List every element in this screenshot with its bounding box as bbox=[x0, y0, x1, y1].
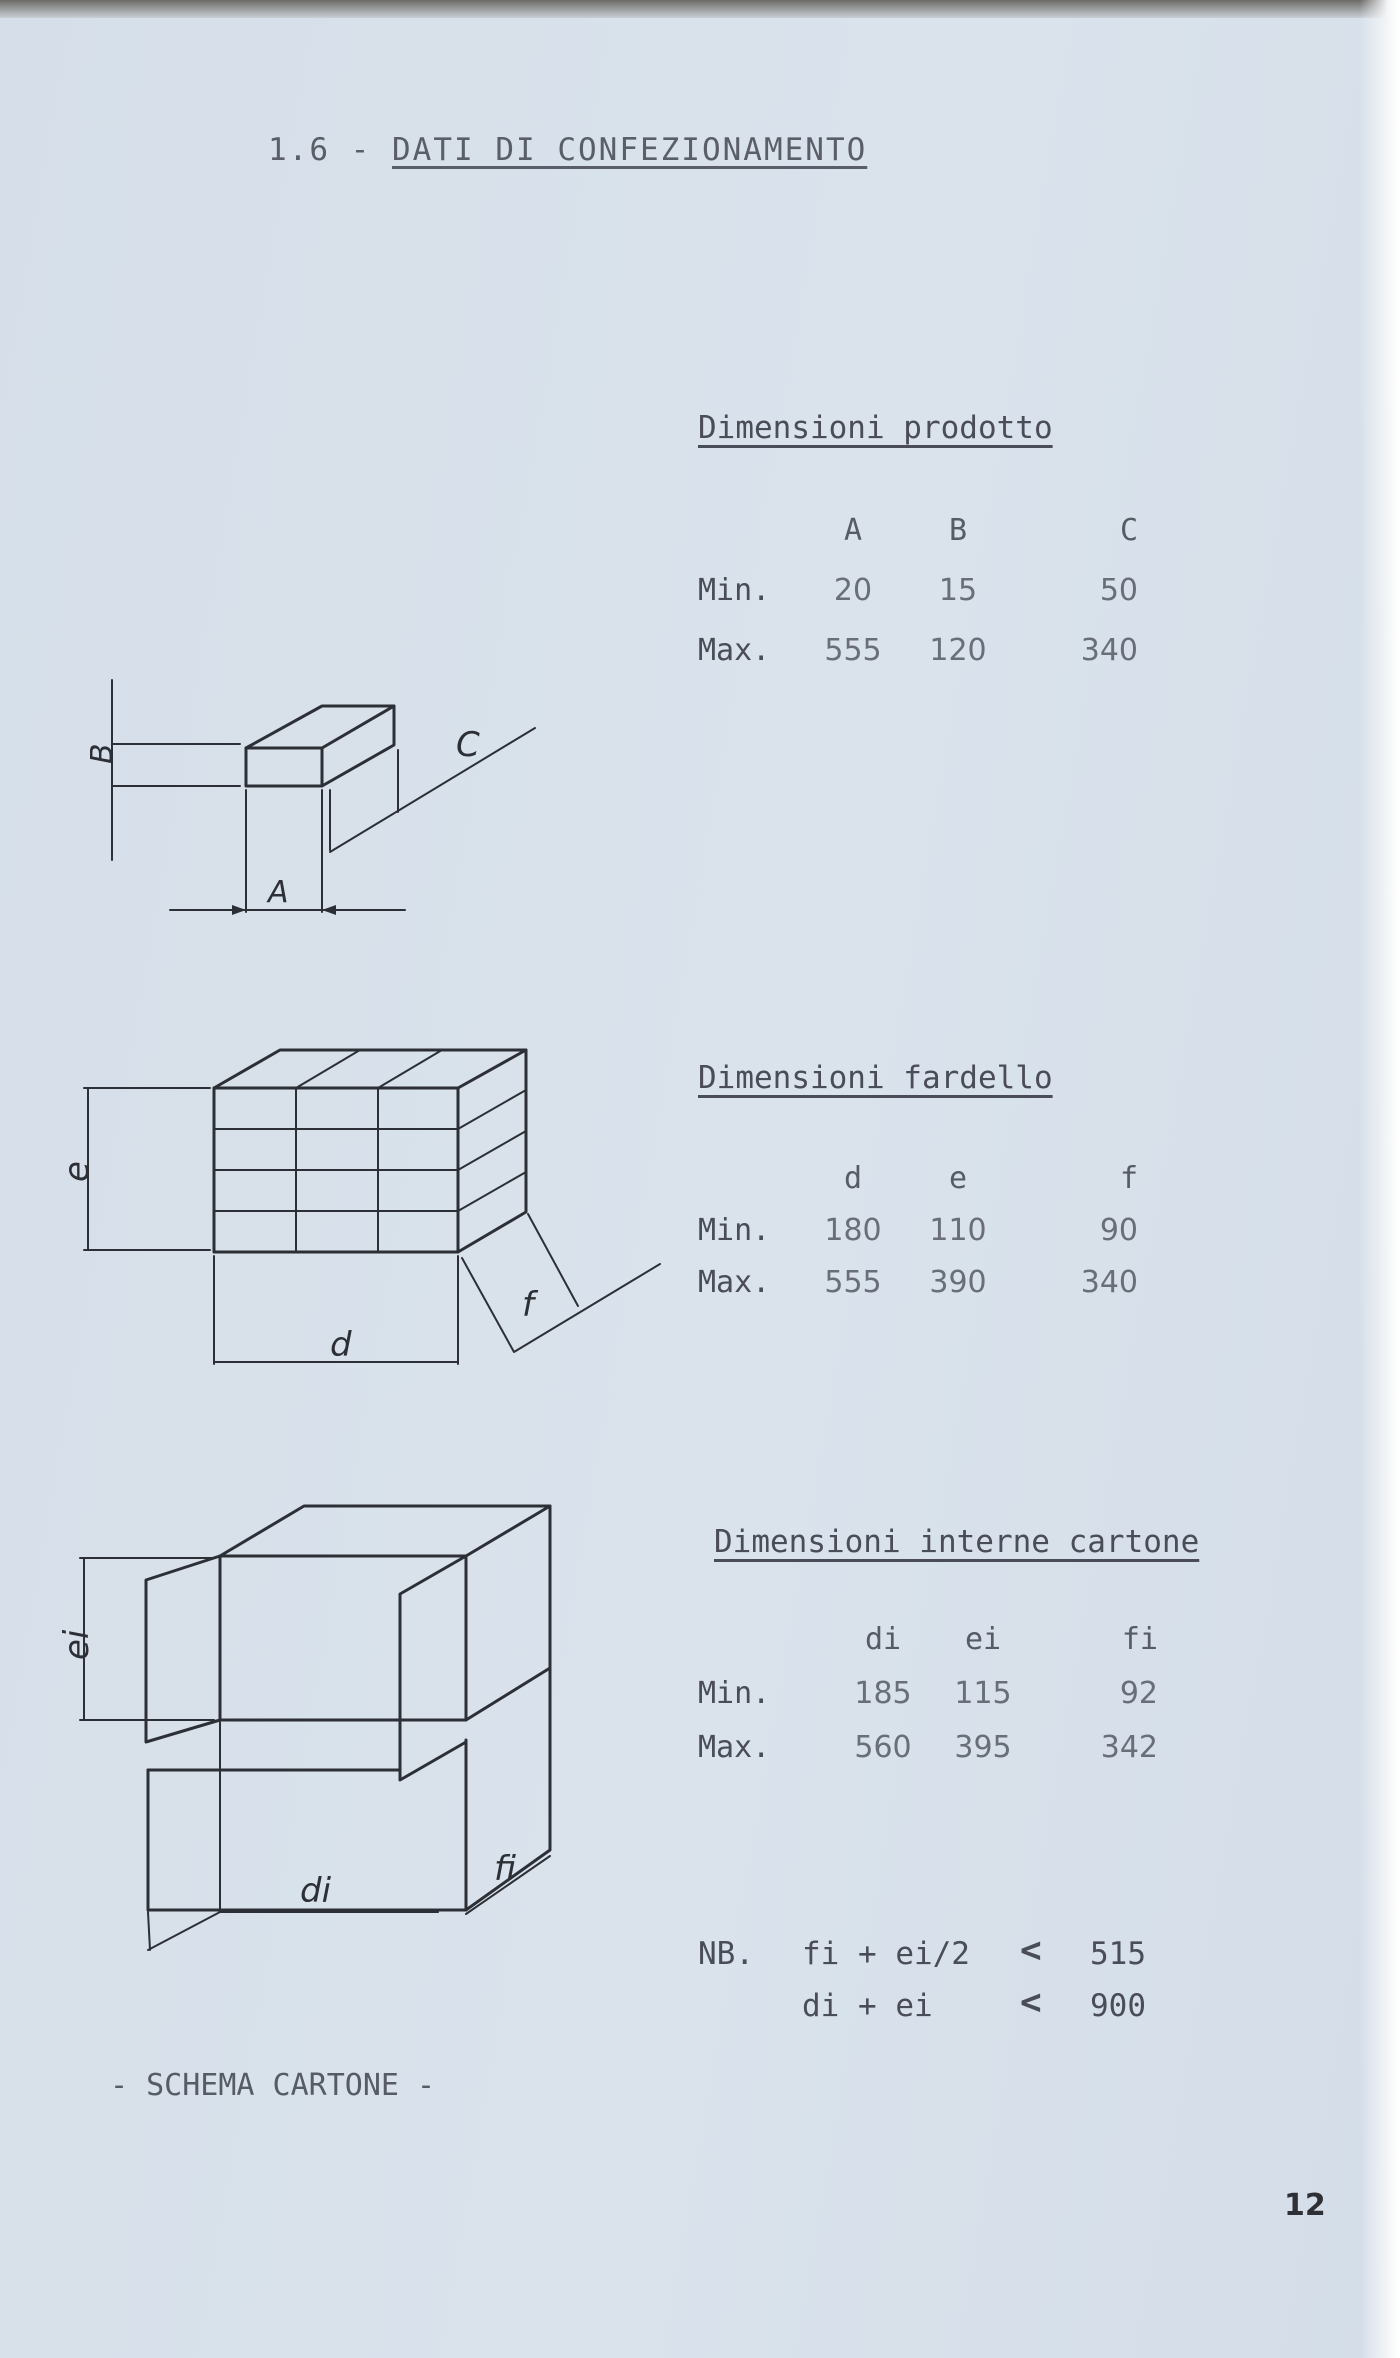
table-cell: 555 bbox=[824, 632, 882, 668]
table-cell: 120 bbox=[929, 632, 987, 668]
section-dash: - bbox=[350, 132, 372, 168]
table-cell: 90 bbox=[1099, 1212, 1138, 1248]
table-cell: 342 bbox=[1100, 1729, 1158, 1765]
row-label: Min. bbox=[698, 1675, 771, 1711]
bundle-drawing bbox=[57, 1050, 660, 1365]
row-label: Max. bbox=[698, 1264, 771, 1300]
col-header: C bbox=[1119, 512, 1138, 548]
label-b: B bbox=[85, 743, 120, 764]
row-label: Min. bbox=[698, 572, 771, 608]
bundle-dimensions-heading: Dimensioni fardello bbox=[698, 1060, 1053, 1096]
label-a: A bbox=[268, 875, 289, 910]
section-title-text: DATI DI CONFEZIONAMENTO bbox=[392, 132, 868, 168]
nb-value: 900 bbox=[1090, 1988, 1146, 2024]
col-header: ei bbox=[964, 1621, 1002, 1657]
table-cell: 340 bbox=[1080, 632, 1138, 668]
col-header: A bbox=[843, 512, 863, 548]
table-cell: 50 bbox=[1099, 572, 1138, 608]
col-header: B bbox=[948, 512, 968, 548]
row-label: Max. bbox=[698, 632, 771, 668]
label-e: e bbox=[57, 1161, 97, 1182]
section-number: 1.6 bbox=[268, 132, 330, 168]
label-di: di bbox=[300, 1871, 332, 1911]
row-label: Min. bbox=[698, 1212, 771, 1248]
table-cell: 180 bbox=[824, 1212, 882, 1248]
product-dimensions-heading: Dimensioni prodotto bbox=[698, 410, 1053, 446]
col-header: d bbox=[843, 1160, 863, 1196]
table-cell: 115 bbox=[954, 1675, 1012, 1711]
label-ei: ei bbox=[57, 1629, 97, 1660]
label-c: C bbox=[456, 725, 480, 765]
table-cell: 20 bbox=[833, 572, 873, 608]
table-cell: 110 bbox=[929, 1212, 987, 1248]
table-cell: 560 bbox=[854, 1729, 912, 1765]
less-than-sign: < bbox=[1020, 1930, 1042, 1971]
table-cell: 555 bbox=[824, 1264, 882, 1300]
table-cell: 15 bbox=[938, 572, 978, 608]
table-cell: 92 bbox=[1119, 1675, 1158, 1711]
col-header: f bbox=[1119, 1160, 1138, 1196]
table-cell: 185 bbox=[854, 1675, 912, 1711]
label-d: d bbox=[330, 1325, 352, 1365]
carton-dimensions-heading: Dimensioni interne cartone bbox=[714, 1524, 1200, 1560]
product-drawing bbox=[85, 680, 535, 915]
nb-value: 515 bbox=[1090, 1936, 1146, 1972]
page-number: 12 bbox=[1284, 2188, 1326, 2223]
label-f: f bbox=[522, 1285, 534, 1325]
carton-drawing bbox=[57, 1506, 550, 1950]
label-fi: fi bbox=[494, 1849, 516, 1889]
col-header: fi bbox=[1121, 1621, 1158, 1657]
table-cell: 340 bbox=[1080, 1264, 1138, 1300]
figure-caption: - SCHEMA CARTONE - bbox=[110, 2068, 436, 2103]
nb-expression: fi + ei/2 bbox=[802, 1936, 970, 1972]
table-cell: 390 bbox=[929, 1264, 987, 1300]
col-header: e bbox=[948, 1160, 968, 1196]
col-header: di bbox=[864, 1621, 902, 1657]
row-label: Max. bbox=[698, 1729, 771, 1765]
table-cell: 395 bbox=[954, 1729, 1012, 1765]
less-than-sign: < bbox=[1020, 1982, 1042, 2023]
nb-label: NB. bbox=[698, 1936, 754, 1972]
nb-expression: di + ei bbox=[802, 1988, 933, 2024]
